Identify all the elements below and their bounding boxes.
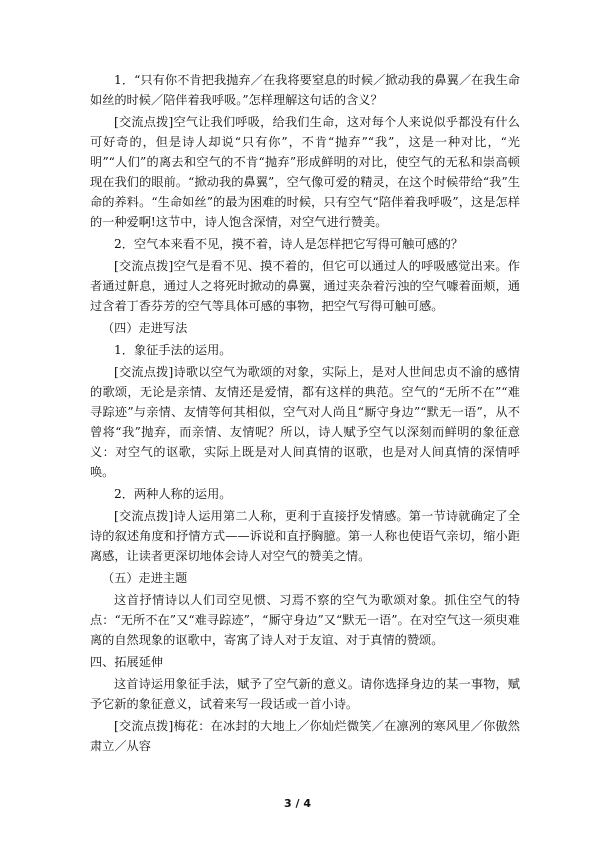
page-number: 3 / 4 xyxy=(284,797,311,810)
question-2: 2．空气本来看不见，摸不着，诗人是怎样把它写得可触可感的？ xyxy=(114,237,464,251)
theme-paragraph: 这首抒情诗以人们司空见惯、习焉不察的空气为歌颂对象。抓住空气的特点：“无所不在”又“难寻踪迹”，“厮守身边”又“默无一语”。在对空气这一须臾难离的自然现象的讴歌中，寄寓了诗人对于友谊、对于真情的赞颂。 xyxy=(90,593,520,647)
question-1: 1．“只有你不肯把我抛弃／在我将要窒息的时候／掀动我的鼻翼／在我生命如丝的时候／陪伴着我呼吸。”怎样理解这句话的含义？ xyxy=(90,73,520,107)
section-heading-writing: （四）走进写法 xyxy=(102,321,188,335)
answer-symbolism: [交流点拨]诗歌以空气为歌颂的对象，实际上，是对人世间忠贞不渝的感情的歌颂，无论是亲情、友情还是爱情，都有这样的典范。空气的“无所不在”“难寻踪迹”与亲情、友情等何其相似，空气对人尚且“厮守身边”“默无一语”，从不曾将“我”抛弃，而亲情、友情呢？所以，诗人赋予空气以深刻而鲜明的象征意义：对空气的讴歌，实际上既是对人间真情的讴歌，也是对人间真情的深情呼唤。 xyxy=(90,365,520,479)
extension-task: 这首诗运用象征手法，赋予了空气新的意义。请你选择身边的某一事物，赋予它新的象征意义，试着来写一段话或一首小诗。 xyxy=(90,677,520,711)
answer-1: [交流点拨]空气让我们呼吸，给我们生命，这对每个人来说似乎都没有什么可好奇的，但是诗人却说“只有你”，不肯“抛弃”“我”，这是一种对比，“光明”“人们”的离去和空气的不肯“抛弃”形成鲜明的对比，使空气的无私和崇高顿现在我们的眼前。“掀动我的鼻翼”，空气像可爱的精灵，在这个时候带给“我”生命的养料。“生命如丝”的最为困难的时候，只有空气“陪伴着我呼吸”，这是怎样的一种爱啊!这节中，诗人饱含深情，对空气进行赞美。 xyxy=(90,115,520,229)
subheading-symbolism: 1．象征手法的运用。 xyxy=(114,343,232,357)
answer-2: [交流点拨]空气是看不见、摸不着的，但它可以通过人的呼吸感觉出来。作者通过鼾息，通过人之将死时掀动的鼻翼，通过夹杂着污浊的空气噱着面颊，通过含着丁香芬芳的空气等具体可感的事物，把空气写得可触可感。 xyxy=(90,259,520,313)
section-heading-theme: （五）走进主题 xyxy=(102,571,188,585)
section-heading-extension: 四、拓展延伸 xyxy=(90,655,164,669)
extension-answer: [交流点拨]梅花：在冰封的大地上／你灿烂微笑／在凛冽的寒风里／你傲然肃立／从容 xyxy=(90,719,520,753)
subheading-person: 2．两种人称的运用。 xyxy=(114,487,232,501)
document-body xyxy=(90,70,520,756)
answer-person: [交流点拨]诗人运用第二人称，更利于直接抒发情感。第一节诗就确定了全诗的叙述角度和抒情方式——诉说和直抒胸臆。第一人称也使语气亲切，缩小距离感，让读者更深切地体会诗人对空气的赞美之情。 xyxy=(90,509,520,563)
